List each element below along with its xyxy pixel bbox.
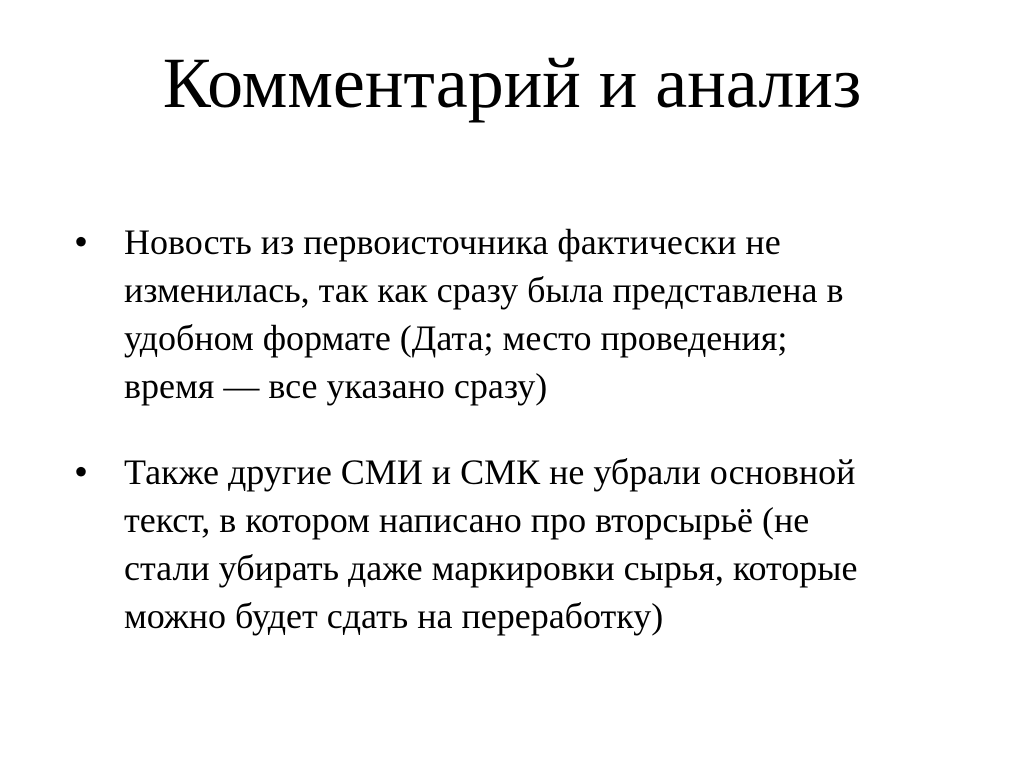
bullet-list <box>74 218 974 678</box>
bullet-line: стали убирать даже маркировки сырья, которые <box>124 548 858 588</box>
bullet-item <box>74 218 974 410</box>
bullet-icon: • <box>74 219 89 264</box>
bullet-line: удобном формате (Дата; место проведения; <box>124 318 788 358</box>
bullet-line: текст, в котором написано про вторсырьё (не <box>124 500 810 540</box>
bullet-item <box>74 448 974 640</box>
bullet-line: Новость из первоисточника фактически не <box>124 222 781 262</box>
bullet-line: время — все указано сразу) <box>124 366 548 406</box>
bullet-line: Также другие СМИ и СМК не убрали основной <box>124 452 856 492</box>
bullet-line: изменилась, так как сразу была представлена в <box>124 270 844 310</box>
bullet-icon: • <box>74 449 89 494</box>
bullet-line: можно будет сдать на переработку) <box>124 596 664 636</box>
slide-title: Комментарий и анализ <box>162 43 862 123</box>
